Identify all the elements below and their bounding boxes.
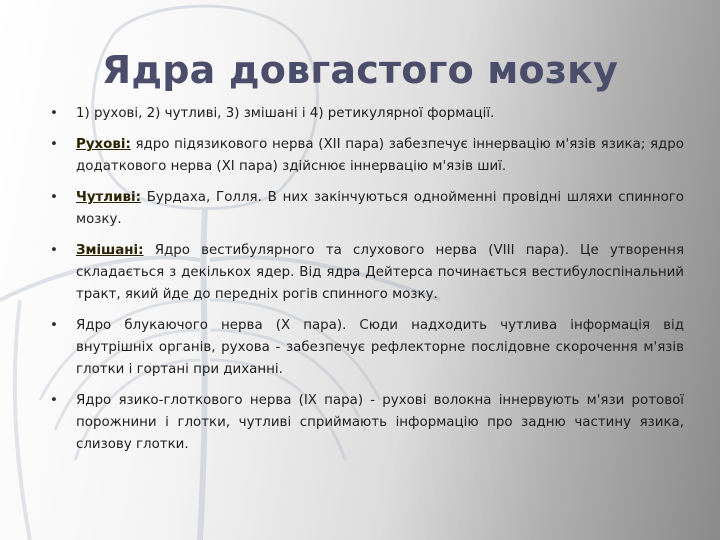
bullet-item xyxy=(50,315,684,381)
bullet-dot: • xyxy=(50,393,58,408)
bullet-dot: • xyxy=(50,243,58,258)
bullet-dot: • xyxy=(50,190,58,205)
bullet-keyword: Чутливі: xyxy=(76,190,141,205)
bullet-text: Бурдаха, Голля. В них закінчуються однойменні провідні шляхи спинного мозку. xyxy=(76,190,684,227)
bullet-item xyxy=(50,103,684,125)
bullet-text: Ядро вестибулярного та слухового нерва (VIII пара). Це утворення складається з декількох ядер. Від ядра Дейтерса починається вестибулоспінальний тракт, який йде до передніх рогів спинного мозку. xyxy=(76,243,684,302)
bullet-dot: • xyxy=(50,106,58,121)
bullet-keyword: Рухові: xyxy=(76,137,131,152)
bullet-item xyxy=(50,240,684,306)
bullet-dot: • xyxy=(50,137,58,152)
bullet-item xyxy=(50,134,684,178)
bullet-item xyxy=(50,390,684,456)
bullet-dot: • xyxy=(50,318,58,333)
bullet-keyword: Змішані: xyxy=(76,243,144,258)
bullet-item xyxy=(50,187,684,231)
bullet-text: Ядро блукаючого нерва (X пара). Сюди надходить чутлива інформація від внутрішніх органів, рухова - забезпечує рефлекторне послідовне скорочення м'язів глотки і гортані при диханні. xyxy=(76,318,684,377)
bullet-text: 1) рухові, 2) чутливі, 3) змішані і 4) ретикулярної формації. xyxy=(76,106,495,121)
bullet-list xyxy=(50,103,684,465)
bullet-text: ядро підязикового нерва (XII пара) забезпечує іннервацію м'язів язика; ядро додаткового нерва (XI пара) здійснює іннервацію м'язів шиї. xyxy=(76,137,684,174)
slide-title: Ядра довгастого мозку xyxy=(101,48,619,92)
bullet-text: Ядро язико-глоткового нерва (IX пара) - рухові волокна іннервують м'язи ротової порожнини і глотки, чутливі сприймають інформацію про задню частину язика, слизову глотки. xyxy=(76,393,684,452)
